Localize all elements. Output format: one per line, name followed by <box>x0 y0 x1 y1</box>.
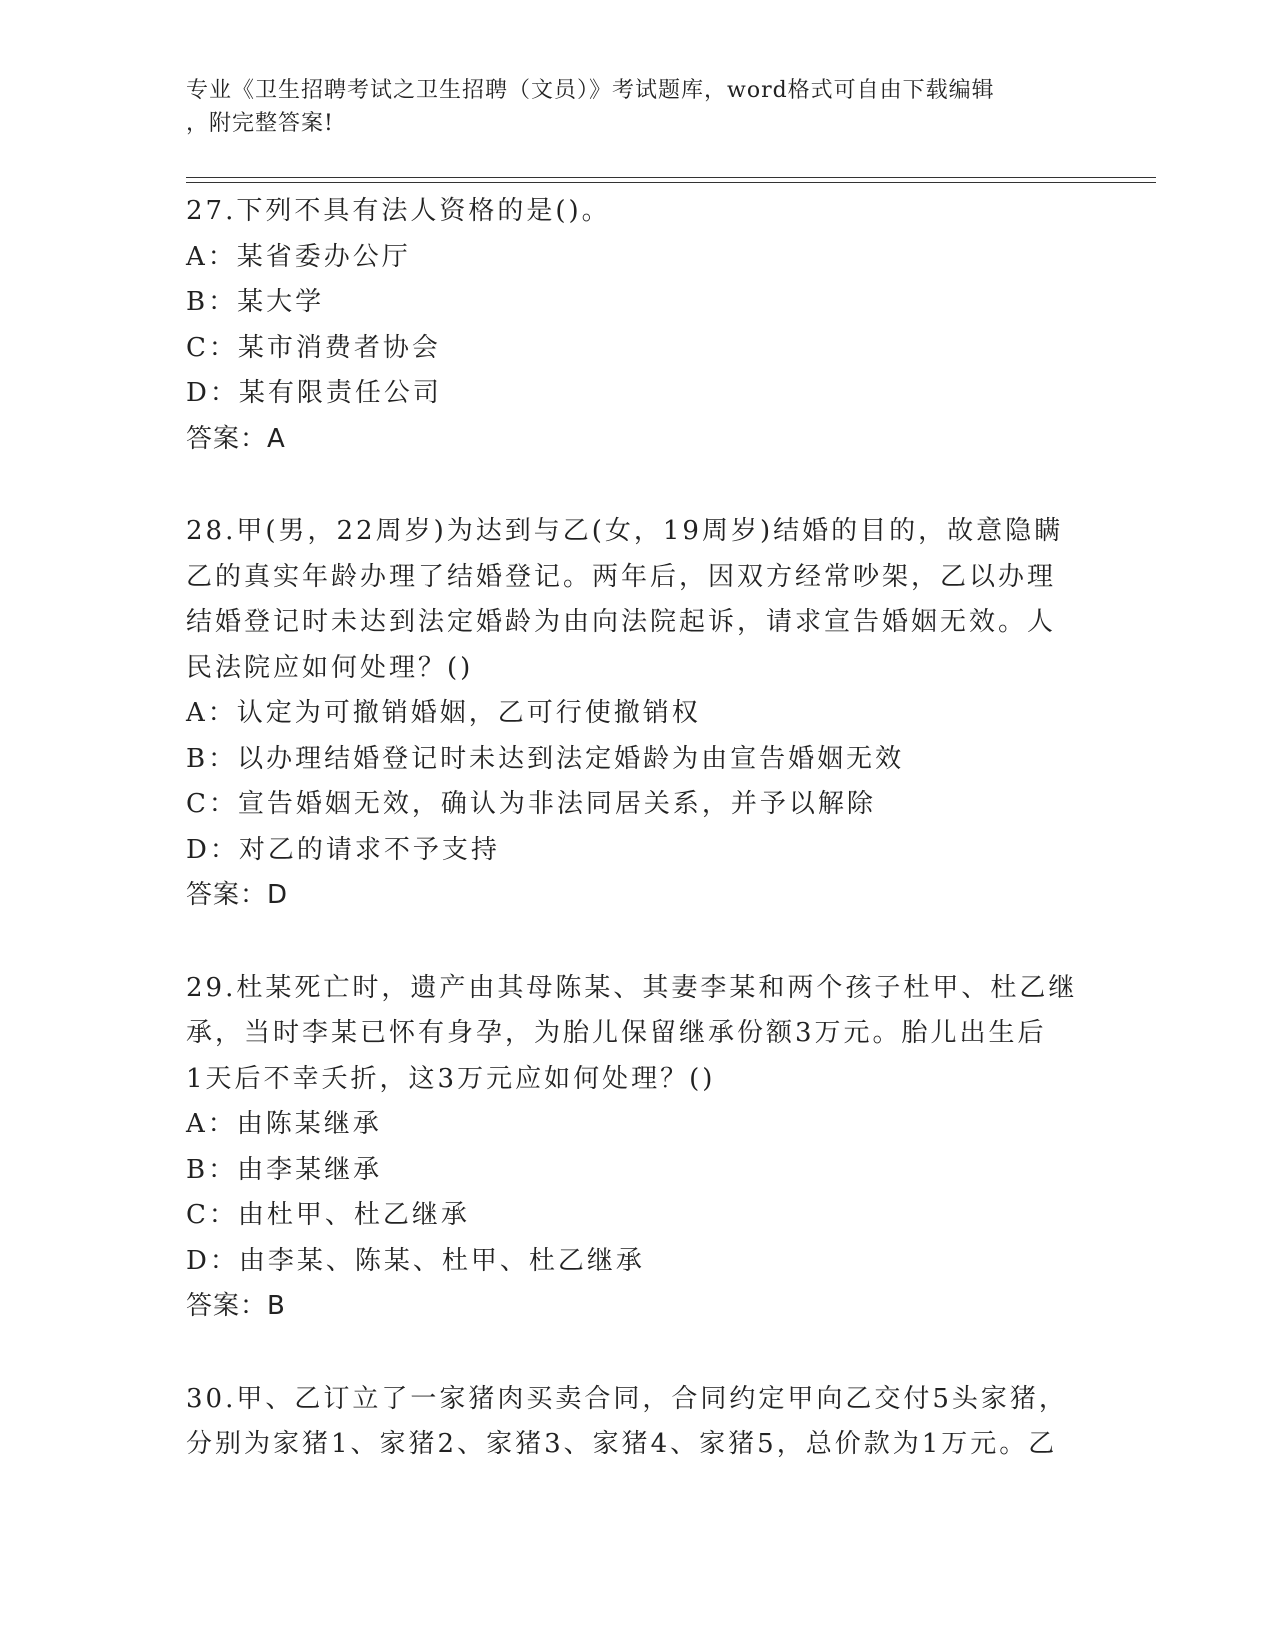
option-c: C：宣告婚姻无效，确认为非法同居关系，并予以解除 <box>186 789 876 819</box>
option-a: A：某省委办公厅 <box>186 241 411 272</box>
header-line-2: ，附完整答案! <box>186 111 334 136</box>
header-divider-top <box>186 177 1156 178</box>
question-29 <box>186 966 1086 1330</box>
option-d: D：由李某、陈某、杜甲、杜乙继承 <box>186 1245 645 1276</box>
answer: 答案：B <box>186 1291 286 1321</box>
option-c: C：由杜甲、杜乙继承 <box>186 1200 470 1230</box>
question-text: 分别为家猪1、家猪2、家猪3、家猪4、家猪5，总价款为1万元。乙 <box>186 1429 1058 1459</box>
question-text: 30.甲、乙订立了一家猪肉买卖合同，合同约定甲向乙交付5头家猪， <box>186 1383 1068 1414</box>
option-b: B：某大学 <box>186 287 325 317</box>
question-text: 乙的真实年龄办理了结婚登记。两年后，因双方经常吵架，乙以办理 <box>186 561 1057 592</box>
question-text: 结婚登记时未达到法定婚龄为由向法院起诉，请求宣告婚姻无效。人 <box>186 607 1057 637</box>
question-text: 28.甲(男，22周岁)为达到与乙(女，19周岁)结婚的目的，故意隐瞒 <box>186 516 1064 546</box>
question-text: 29.杜某死亡时，遗产由其母陈某、其妻李某和两个孩子杜甲、杜乙继 <box>186 972 1078 1003</box>
option-b: B：由李某继承 <box>186 1154 383 1185</box>
document-header <box>186 74 1066 140</box>
question-text: 民法院应如何处理？() <box>186 652 474 683</box>
question-text: 1天后不幸夭折，这3万元应如何处理？() <box>186 1063 716 1094</box>
header-line-1: 专业《卫生招聘考试之卫生招聘（文员）》考试题库，word格式可自由下载编辑 <box>186 78 995 103</box>
answer: 答案：A <box>186 423 286 454</box>
option-c: C：某市消费者协会 <box>186 332 441 363</box>
option-d: D：对乙的请求不予支持 <box>186 834 500 865</box>
question-27 <box>186 189 1086 462</box>
header-divider-bottom <box>186 182 1156 183</box>
option-b: B：以办理结婚登记时未达到法定婚龄为由宣告婚姻无效 <box>186 743 905 774</box>
answer: 答案：D <box>186 880 289 910</box>
option-a: A：由陈某继承 <box>186 1109 382 1139</box>
question-text: 承，当时李某已怀有身孕，为胎儿保留继承份额3万元。胎儿出生后 <box>186 1018 1047 1048</box>
option-a: A：认定为可撤销婚姻，乙可行使撤销权 <box>186 698 701 728</box>
question-30 <box>186 1377 1086 1468</box>
option-d: D：某有限责任公司 <box>186 378 442 408</box>
question-28 <box>186 509 1086 919</box>
question-text: 27.下列不具有法人资格的是()。 <box>186 196 611 226</box>
question-list <box>186 189 1086 1515</box>
